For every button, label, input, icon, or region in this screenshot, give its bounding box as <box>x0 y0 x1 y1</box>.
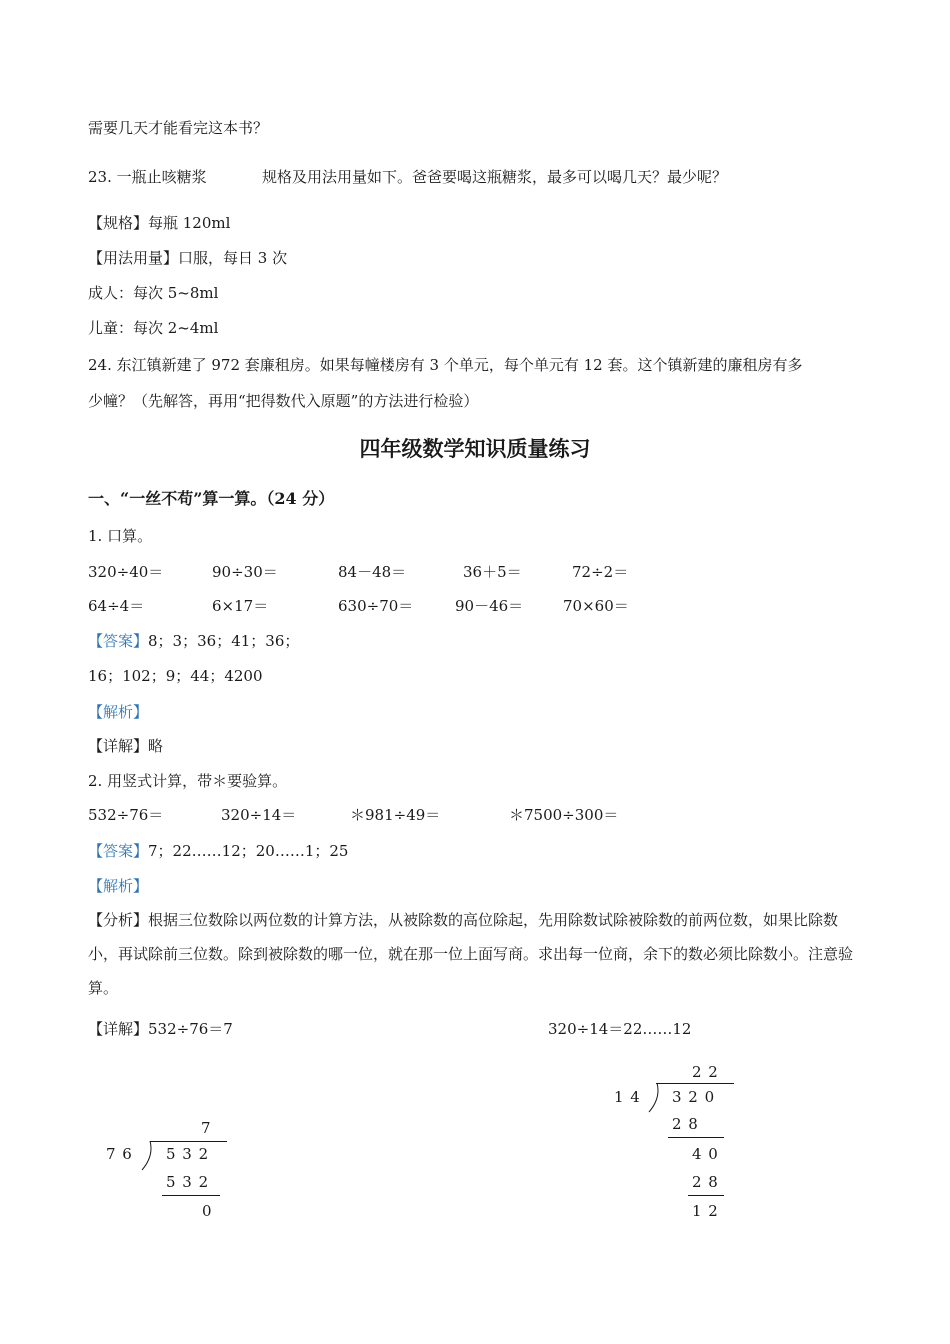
oral-calc: 36＋5＝ <box>463 563 522 581</box>
q2-detail-right: 320÷14＝22……12 <box>548 1020 692 1038</box>
answer-text: 8；3；36；41；36； <box>148 632 300 650</box>
partial-dividend: 4 0 <box>692 1145 719 1163</box>
oral-calc: 64÷4＝ <box>88 597 145 615</box>
division-bar <box>656 1083 734 1084</box>
child-dose: 儿童：每次 2~4ml <box>88 319 219 337</box>
q2-answer <box>88 841 348 861</box>
oral-calc: 72÷2＝ <box>572 563 629 581</box>
analysis-tag: 【解析】 <box>88 877 149 895</box>
question-22-tail: 需要几天才能看完这本书？ <box>88 119 269 137</box>
subtraction-line <box>688 1195 724 1196</box>
vertical-calc: 320÷14＝ <box>221 806 297 824</box>
quotient: 2 2 <box>692 1063 719 1081</box>
question-23-lead: 23. 一瓶止咳糖浆 <box>88 168 207 186</box>
dividend: 5 3 2 <box>166 1145 210 1163</box>
divisor: 7 6 <box>106 1145 133 1163</box>
division-bar <box>150 1141 227 1142</box>
spec-line: 【规格】每瓶 120ml <box>88 214 231 232</box>
answer-tag: 【答案】 <box>88 632 149 650</box>
product-2: 2 8 <box>692 1173 719 1191</box>
q1-answer <box>88 631 299 651</box>
q2-detail-left: 【详解】532÷76＝7 <box>88 1020 233 1038</box>
question-24-line2: 少幢？（先解答，再用“把得数代入原题”的方法进行检验） <box>88 392 479 410</box>
division-bracket <box>648 1083 660 1113</box>
question-23-text: 规格及用法用量如下。爸爸要喝这瓶糖浆，最多可以喝几天？最少呢？ <box>262 168 728 186</box>
oral-calc: 630÷70＝ <box>338 597 414 615</box>
vertical-calc: ＊7500÷300＝ <box>509 806 619 824</box>
oral-calc: 90－46＝ <box>455 597 524 615</box>
usage-line: 【用法用量】口服，每日 3 次 <box>88 249 288 267</box>
q2-label: 2. 用竖式计算，带＊要验算。 <box>88 772 288 790</box>
dividend: 3 2 0 <box>672 1088 716 1106</box>
page-title: 四年级数学知识质量练习 <box>359 436 591 461</box>
q2-analysis: 【分析】根据三位数除以两位数的计算方法，从被除数的高位除起，先用除数试除被除数的前两位数，如果比除数小，再试除前三位数。除到被除数的哪一位，就在那一位上面写商。求出每一位商，余下的数必须比除数小。注意验算。 <box>88 911 854 997</box>
q1-label: 1. 口算。 <box>88 527 153 545</box>
q1-detail: 【详解】略 <box>88 737 164 755</box>
vertical-calc: 532÷76＝ <box>88 806 164 824</box>
oral-calc: 70×60＝ <box>563 597 629 615</box>
remainder: 0 <box>202 1202 212 1220</box>
quotient: 7 <box>201 1119 211 1137</box>
subtraction-line <box>162 1195 220 1196</box>
answer-tag: 【答案】 <box>88 842 149 860</box>
oral-calc: 320÷40＝ <box>88 563 164 581</box>
division-bracket <box>141 1141 153 1171</box>
answer-text: 7；22……12；20……1；25 <box>148 842 349 860</box>
product: 5 3 2 <box>166 1173 210 1191</box>
divisor: 1 4 <box>614 1088 641 1106</box>
adult-dose: 成人：每次 5~8ml <box>88 284 219 302</box>
oral-calc: 84－48＝ <box>338 563 407 581</box>
oral-calc: 90÷30＝ <box>212 563 278 581</box>
remainder: 1 2 <box>692 1202 719 1220</box>
section-heading: 一、“一丝不苟”算一算。（24 分） <box>88 489 335 508</box>
oral-calc: 6×17＝ <box>212 597 269 615</box>
product-1: 2 8 <box>672 1115 699 1133</box>
analysis-tag: 【解析】 <box>88 703 149 721</box>
vertical-calc: ＊981÷49＝ <box>350 806 441 824</box>
subtraction-line <box>668 1137 724 1138</box>
question-24-line1: 24. 东江镇新建了 972 套廉租房。如果每幢楼房有 3 个单元，每个单元有 12 套。这个镇新建的廉租房有多 <box>88 356 803 374</box>
q1-answer-cont: 16；102；9；44；4200 <box>88 667 263 685</box>
